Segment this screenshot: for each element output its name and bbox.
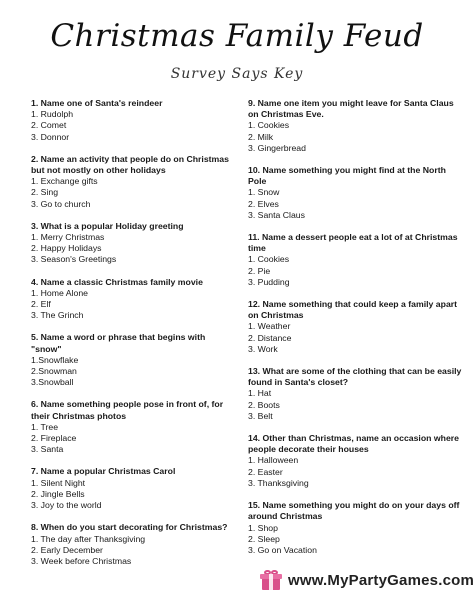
question-block — [248, 500, 462, 556]
answer-item: 1. Home Alone — [31, 287, 88, 298]
answer-item: 1. Cookies — [248, 254, 290, 265]
question-text: 4. Name a classic Christmas family movie — [31, 276, 203, 287]
answer-item: 3. Joy to the world — [31, 500, 102, 511]
question-block — [248, 165, 462, 221]
answer-item: 2. Distance — [248, 332, 292, 343]
answer-item: 3. Pudding — [248, 276, 290, 287]
answer-item: 3.Snowball — [31, 377, 74, 388]
answer-item: 3. Season's Greetings — [31, 254, 117, 265]
left-column — [31, 98, 231, 578]
question-block — [31, 522, 231, 567]
question-text: 10. Name something you might find at the North Pole — [248, 165, 446, 187]
question-block — [31, 221, 231, 266]
answer-item: 3. Santa Claus — [248, 209, 305, 220]
answer-item: 1. Silent Night — [31, 477, 86, 488]
question-text: 7. Name a popular Christmas Carol — [31, 466, 176, 477]
answer-item: 1. Exchange gifts — [31, 176, 98, 187]
question-block — [31, 277, 231, 322]
question-block — [248, 433, 462, 489]
answer-item: 2. Easter — [248, 466, 283, 477]
answer-item: 1.Snowflake — [31, 354, 79, 365]
question-text: 6. Name something people pose in front of, for their Christmas photos — [31, 399, 224, 421]
answer-item: 2. Early December — [31, 544, 103, 555]
question-text: 11. Name a dessert people eat a lot of at Christmas time — [248, 232, 458, 254]
answer-item: 3. Belt — [248, 410, 273, 421]
question-text: 9. Name one item you might leave for Santa Claus on Christmas Eve. — [248, 98, 454, 120]
answer-item: 1. The day after Thanksgiving — [31, 533, 146, 544]
answer-item: 2. Fireplace — [31, 433, 77, 444]
answer-item: 2.Snowman — [31, 366, 77, 377]
gift-icon — [260, 570, 282, 590]
answer-item: 3. Thanksgiving — [248, 477, 309, 488]
answer-item: 1. Snow — [248, 187, 280, 198]
footer-logo — [260, 567, 474, 593]
answer-item: 3. Go on Vacation — [248, 544, 317, 555]
answer-item: 3. Santa — [31, 444, 64, 455]
question-text: 14. Other than Christmas, name an occasion where people decorate their houses — [248, 433, 459, 455]
question-block — [31, 399, 231, 455]
question-block — [31, 154, 231, 210]
question-text: 2. Name an activity that people do on Christmas but not mostly on other holidays — [31, 153, 229, 176]
question-text: 8. When do you start decorating for Christmas? — [31, 522, 228, 533]
question-block — [248, 366, 462, 422]
question-block — [248, 232, 462, 288]
answer-item: 2. Jingle Bells — [31, 488, 85, 499]
answer-item: 2. Sleep — [248, 533, 280, 544]
right-column — [248, 98, 462, 567]
answer-item: 3. Go to church — [31, 198, 91, 209]
question-block — [31, 98, 231, 143]
question-text: 15. Name something you might do on your days off around Christmas — [248, 500, 460, 522]
question-block — [248, 98, 462, 154]
site-url: www.MyPartyGames.com — [288, 571, 474, 589]
answer-item: 2. Boots — [248, 399, 280, 410]
answer-item: 1. Hat — [248, 388, 272, 399]
page-title: Christmas Family Feud — [50, 18, 424, 54]
question-block — [31, 466, 231, 511]
question-block — [31, 332, 231, 388]
question-text: 3. What is a popular Holiday greeting — [31, 220, 184, 231]
answer-item: 2. Elf — [31, 299, 51, 310]
answer-item: 1. Cookies — [248, 120, 290, 131]
answer-item: 2. Elves — [248, 198, 279, 209]
question-text: 13. What are some of the clothing that can be easily found in Santa's closet? — [248, 366, 462, 388]
question-text: 12. Name something that could keep a family apart on Christmas — [248, 299, 458, 321]
answer-item: 2. Sing — [31, 187, 59, 198]
answer-item: 3. The Grinch — [31, 310, 84, 321]
answer-item: 1. Weather — [248, 321, 291, 332]
answer-item: 3. Work — [248, 343, 278, 354]
answer-item: 3. Gingerbread — [248, 142, 306, 153]
question-block — [248, 299, 462, 355]
answer-item: 1. Rudolph — [31, 109, 74, 120]
answer-item: 3. Donnor — [31, 131, 70, 142]
answer-item: 1. Merry Christmas — [31, 232, 105, 243]
question-text: 1. Name one of Santa's reindeer — [31, 98, 163, 108]
answer-item: 1. Halloween — [248, 455, 299, 466]
answer-item: 3. Week before Christmas — [31, 555, 132, 566]
answer-item: 2. Comet — [31, 120, 67, 131]
answer-item: 2. Milk — [248, 131, 274, 142]
question-text: 5. Name a word or phrase that begins with "snow" — [31, 332, 206, 354]
answer-item: 1. Shop — [248, 522, 278, 533]
answer-item: 2. Happy Holidays — [31, 243, 102, 254]
answer-item: 1. Tree — [31, 421, 59, 432]
answer-item: 2. Pie — [248, 265, 271, 276]
page-subtitle: Survey Says Key — [170, 66, 304, 82]
